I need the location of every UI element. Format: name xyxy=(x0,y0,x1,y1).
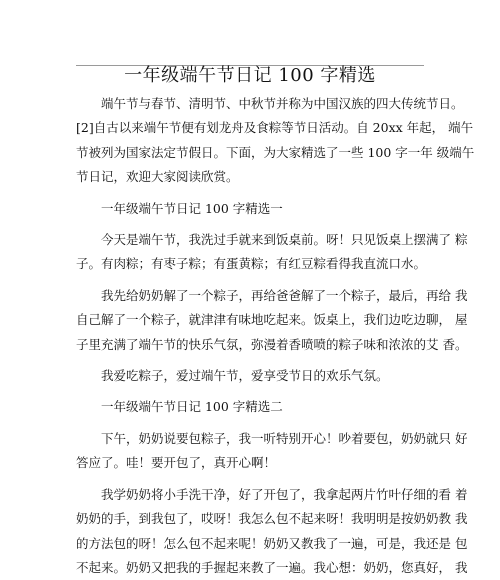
paragraph-line: 自己解了一个粽子，就津津有味地吃起来。饭桌上，我们边吃边聊， 屋 xyxy=(76,312,468,328)
paragraph-line: 下午，奶奶说要包粽子，我一听特别开心！吵着要包，奶奶就只 好 xyxy=(101,430,468,446)
section-heading: 一年级端午节日记 100 字精选二 xyxy=(101,399,283,415)
paragraph-line: 今天是端午节，我洗过手就来到饭桌前。呀！只见饭桌上摆满了 粽 xyxy=(101,232,468,248)
paragraph-line: 答应了。哇！要开包了，真开心啊！ xyxy=(76,455,277,471)
page-title: 一年级端午节日记 100 字精选 xyxy=(124,65,376,86)
paragraph-line: 我爱吃粽子，爱过端午节，爱享受节日的欢乐气氛。 xyxy=(101,368,389,384)
paragraph-line: 不起来。奶奶又把我的手握起来教了一遍。我心想：奶奶，您真好， 我 xyxy=(76,559,468,575)
paragraph-line: 端午节与春节、清明节、中秋节并称为中国汉族的四大传统节日。 xyxy=(101,96,464,111)
paragraph-line: 节被列为国家法定节假日。下面，为大家精选了一些 100 字一年 级端午 xyxy=(76,144,475,160)
paragraph-line: 节日记，欢迎大家阅读欣赏。 xyxy=(76,169,239,185)
paragraph-line: 子里充满了端午节的快乐气氛，弥漫着香喷喷的粽子味和浓浓的艾 香。 xyxy=(76,336,468,352)
paragraph-line: 我先给奶奶解了一个粽子，再给爸爸解了一个粽子，最后，再给 我 xyxy=(101,287,468,303)
section-heading: 一年级端午节日记 100 字精选一 xyxy=(101,200,283,216)
paragraph-line: [2]自古以来端午节便有划龙舟及食粽等节日活动。自 20xx 年起， 端午 xyxy=(76,120,474,136)
document-body xyxy=(76,92,475,580)
paragraph-line: 我学奶奶将小手洗干净，好了开包了，我拿起两片竹叶仔细的看 着 xyxy=(101,486,468,502)
paragraph-line: 奶奶的手，到我包了，哎呀！我怎么包不起来呀！我明明是按奶奶教 我 xyxy=(76,511,468,527)
paragraph-line: 子。有肉粽；有枣子粽；有蛋黄粽；有红豆粽看得我直流口水。 xyxy=(76,256,427,272)
paragraph-line: 的方法包的呀！怎么包不起来呢！奶奶又教我了一遍，可是，我还是 包 xyxy=(76,535,468,551)
